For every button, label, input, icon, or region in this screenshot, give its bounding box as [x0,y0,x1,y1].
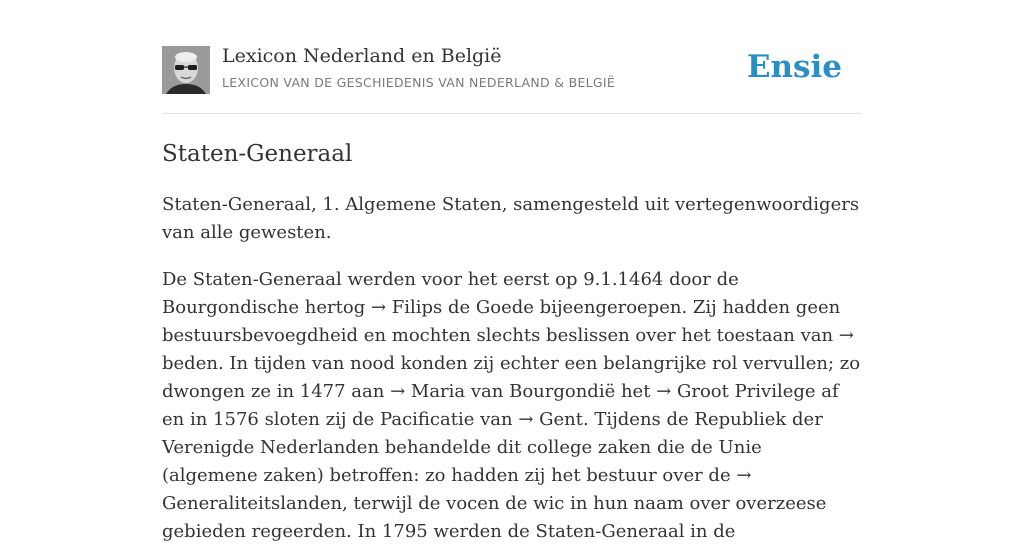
site-name-link[interactable]: Lexicon Nederland en België [222,45,502,67]
paragraph-text: De Staten-Generaal werden voor het eerst op 9.1.1464 door de Bourgondische hertog [162,269,739,318]
entry-paragraph-2 [162,266,862,546]
paragraph-text: , terwijl de vocen de wic in hun naam over overzeese gebieden regeerden. In 1795 werden de Staten-Generaal in de [162,493,827,542]
paragraph-text: bijeengeroepen. Zij hadden geen bestuursbevoegdheid en mochten slechts beslissen over het toestaan van [162,297,841,346]
cross-reference-link[interactable]: → Groot Privilege [656,381,816,402]
entry-title: Staten-Generaal [162,141,353,167]
brand-logo-link[interactable]: Ensie [746,49,842,85]
cross-reference-link[interactable]: → Generaliteitslanden [162,465,752,514]
cross-reference-link[interactable]: → Filips de Goede [370,297,534,318]
avatar[interactable] [162,46,210,94]
content-column [162,0,862,546]
site-header [162,0,862,114]
cross-reference-link[interactable]: → Gent [518,409,583,430]
cross-reference-link[interactable]: → beden [162,325,854,374]
paragraph-text: . In tijden van nood konden zij echter een belangrijke rol vervullen; zo dwongen ze in 1477 aan [162,353,861,402]
paragraph-text: af en in 1576 sloten zij de Pacificatie van [162,381,839,430]
avatar-portrait-icon [162,46,210,94]
entry-paragraph-1: Staten-Generaal, 1. Algemene Staten, samengesteld uit vertegenwoordigers van alle gewesten. [162,194,860,243]
site-subtitle: LEXICON VAN DE GESCHIEDENIS VAN NEDERLAND & BELGIË [222,75,616,90]
paragraph-text: het [615,381,657,402]
cross-reference-link[interactable]: → Maria van Bourgondië [390,381,616,402]
paragraph-text: . Tijdens de Republiek der Verenigde Nederlanden behandelde dit college zaken die de Unie (algemene zaken) betroffen: zo hadden zij het bestuur over de [162,409,823,486]
